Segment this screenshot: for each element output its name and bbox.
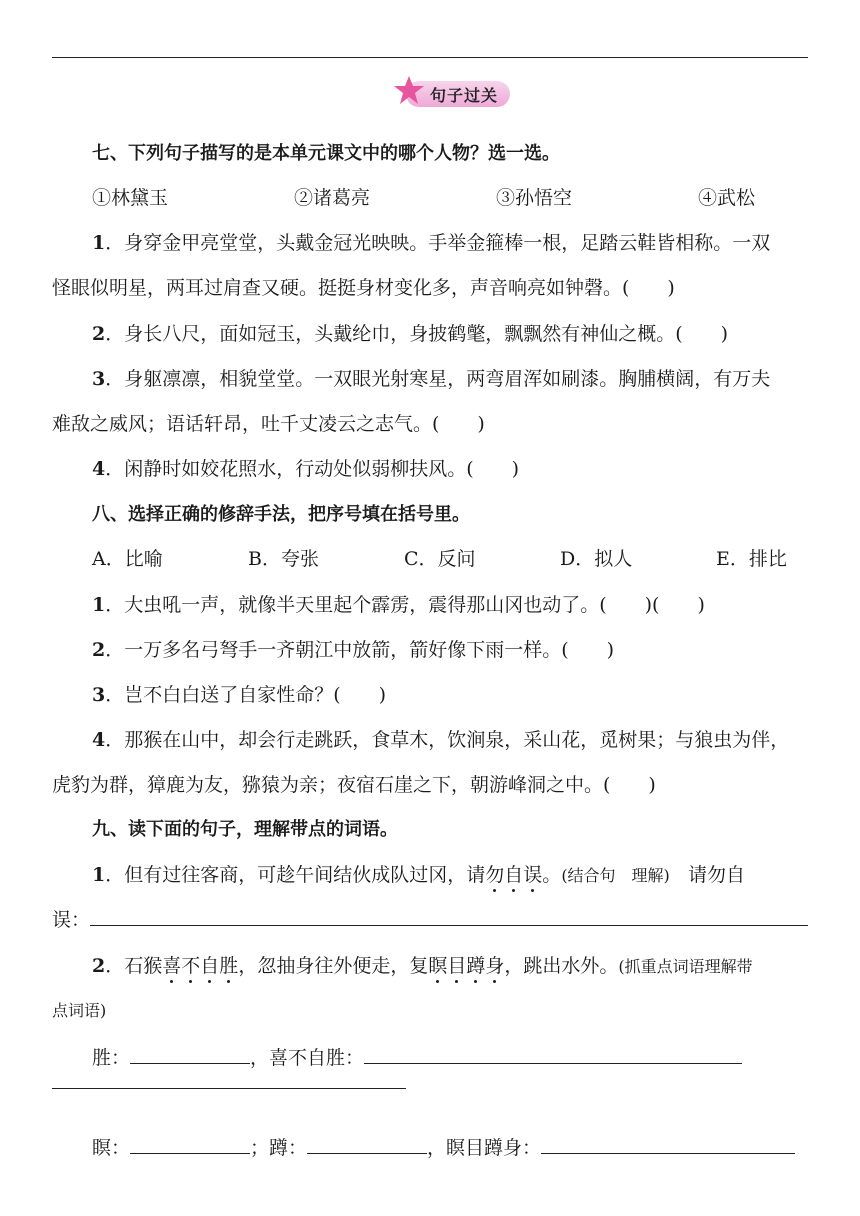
q8-item-4: 4．那猴在山中，却会行走跳跃，食草木，饮涧泉，采山花，觅树果；与狼虫为伴， (92, 729, 790, 751)
q7-item-3: 3．身躯凛凛，相貌堂堂。一双眼光射寒星，两弯眉浑如刷漆。胸脯横阔，有万夫 (92, 368, 771, 390)
q8-item-1: 1．大虫吼一声，就像半天里起个霹雳，震得那山冈也动了。( )( ) (92, 594, 705, 616)
dotted-char: 不 (181, 955, 201, 977)
answer-blank[interactable] (364, 1045, 742, 1064)
q9-item-1: 1．但有过往客商，可趁午间结伙成队过冈，请勿自误。(结合句 理解) 请勿自 (92, 864, 745, 886)
q7-option-2: ②诸葛亮 (294, 187, 371, 209)
q9-blanks-row-1: 胜： ，喜不自胜： (92, 1043, 742, 1070)
dotted-char: 勿 (485, 864, 505, 886)
q8-option-e: E．排比 (716, 548, 787, 570)
q8-item-4-cont: 虎豹为群，獐鹿为友，猕猿为亲；夜宿石崖之下，朝游峰洞之中。( ) (52, 774, 656, 796)
answer-blank[interactable] (90, 907, 808, 926)
q7-item-3-cont: 难敌之威风；语话轩昂，吐千丈凌云之志气。( ) (52, 413, 485, 435)
q7-item-2: 2．身长八尺，面如冠玉，头戴纶巾，身披鹤氅，飘飘然有神仙之概。( ) (92, 323, 729, 345)
badge-label: 句子过关 (430, 86, 499, 105)
q7-item-1: 1．身穿金甲亮堂堂，头戴金冠光映映。手举金箍棒一根，足踏云鞋皆相称。一双 (92, 232, 771, 254)
answer-blank[interactable] (541, 1135, 795, 1154)
q9-title: 九、读下面的句子，理解带点的词语。 (92, 819, 398, 840)
answer-blank[interactable] (307, 1135, 427, 1154)
dotted-char: 瞑 (428, 955, 448, 977)
dotted-char: 目 (447, 955, 467, 977)
q7-item-4: 4．闲静时如姣花照水，行动处似弱柳扶风。( ) (92, 458, 520, 480)
q9-item-2-note: 点词语) (52, 1001, 107, 1020)
q8-title: 八、选择正确的修辞手法，把序号填在括号里。 (92, 504, 470, 525)
q7-item-1-cont: 怪眼似明星，两耳过肩查又硬。挺挺身材变化多，声音响亮如钟磬。( ) (52, 277, 675, 299)
star-icon (392, 74, 426, 108)
top-rule (52, 57, 808, 58)
section-badge (392, 76, 512, 110)
answer-blank[interactable] (130, 1135, 250, 1154)
dotted-char: 喜 (162, 955, 182, 977)
dotted-char: 自 (504, 864, 524, 886)
dotted-char: 胜 (219, 955, 239, 977)
dotted-char: 误 (523, 864, 543, 886)
q7-option-4: ④武松 (698, 187, 756, 209)
q7-title: 七、下列句子描写的是本单元课文中的哪个人物？选一选。 (92, 143, 560, 164)
q8-option-c: C．反问 (404, 548, 476, 570)
q8-option-b: B．夸张 (248, 548, 319, 570)
q8-item-2: 2．一万多名弓弩手一齐朝江中放箭，箭好像下雨一样。( ) (92, 639, 615, 661)
q8-item-3: 3．岂不白白送了自家性命？( ) (92, 684, 387, 706)
dotted-char: 自 (200, 955, 220, 977)
q9-item-1-answer: 误： (52, 905, 808, 932)
q7-option-1: ①林黛玉 (92, 187, 169, 209)
answer-blank-continued[interactable] (52, 1088, 406, 1089)
q9-item-2: 2．石猴喜不自胜，忽抽身往外便走，复瞑目蹲身，跳出水外。(抓重点词语理解带 (92, 955, 753, 977)
dotted-char: 蹲 (466, 955, 486, 977)
q8-option-d: D．拟人 (560, 548, 633, 570)
q8-option-a: A．比喻 (92, 548, 163, 570)
answer-blank[interactable] (130, 1045, 250, 1064)
q7-option-3: ③孙悟空 (496, 187, 573, 209)
q9-blanks-row-2: 瞑： ；蹲： ，瞑目蹲身： (92, 1133, 795, 1160)
dotted-char: 身 (485, 955, 505, 977)
